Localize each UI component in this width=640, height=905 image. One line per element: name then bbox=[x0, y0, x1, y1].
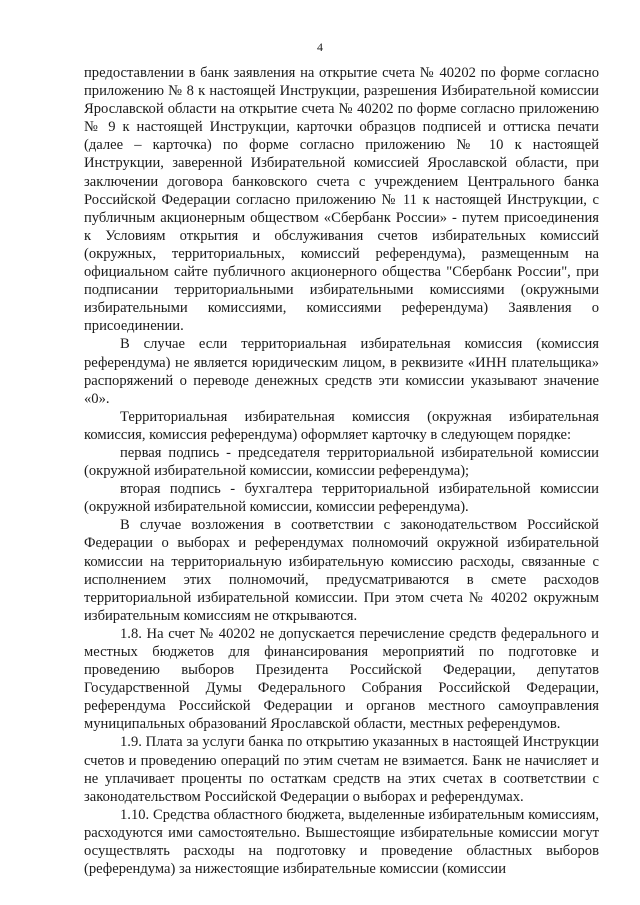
paragraph-card-order: Территориальная избирательная комиссия (окружная избирательная комиссия, комиссия референдума) оформляет карточку в следующем порядке: bbox=[84, 408, 599, 443]
paragraph-1-8: 1.8. На счет № 40202 не допускается перечисление средств федерального и местных бюджетов для финансирования мероприятий по подготовке и проведению выборов Президента Российской Федерации, депутатов Государственной Думы Федерального Собрания Российской Федерации, референдума Российской Федерации и органов местного самоуправления муниципальных образований Ярославской области, местных референдумов. bbox=[84, 625, 599, 733]
paragraph-second-signature: вторая подпись - бухгалтера территориальной избирательной комиссии (окружной избирательной комиссии, комиссии референдума). bbox=[84, 481, 599, 516]
paragraph-account-opening: предоставлении в банк заявления на открытие счета № 40202 по форме согласно приложению № 8 к настоящей Инструкции, разрешения Избирательной комиссии Ярославской области на открытие счета № 40202 по форме согласно приложению № 9 к настоящей Инструкции, карточки образцов подписей и оттиска печати (далее – карточка) по форме согласно приложению № 10 к настоящей Инструкции, заверенной Избирательной комиссией Ярославской области, при заключении договора банковского счета с учреждением Центрального банка Российской Федерации согласно приложению № 11 к настоящей Инструкции, с публичным акционерным обществом «Сбербанк России» - путем присоединения к Условиям открытия и обслуживания счетов избирательных комиссий (окружных, территориальных, комиссий референдума), размещенным на официальном сайте публичного акционерного общества "Сбербанк России", при подписании территориальными избирательными комиссиями (окружными избирательными комиссиями, комиссиями референдума) Заявления о присоединении. bbox=[84, 65, 599, 335]
page-number: 4 bbox=[317, 40, 323, 54]
paragraph-first-signature: первая подпись - председателя территориальной избирательной комиссии (окружной избирательной комиссии, комиссии референдума); bbox=[84, 444, 599, 480]
paragraph-1-10: 1.10. Средства областного бюджета, выделенные избирательным комиссиям, расходуются ими самостоятельно. Вышестоящие избирательные комиссии могут осуществлять расходы на подготовку и проведение областных выборов (референдума) за нижестоящие избирательные комиссии (комиссии bbox=[84, 806, 599, 878]
paragraph-district-powers: В случае возложения в соответствии с законодательством Российской Федерации о выборах и референдумах полномочий окружной избирательной комиссии на территориальную избирательную комиссию расходы, связанные с исполнением этих полномочий, предусматриваются в смете расходов территориальной избирательной комиссии. При этом счета № 40202 окружным избирательным комиссиям не открываются. bbox=[84, 517, 599, 624]
paragraph-inn-zero: В случае если территориальная избирательная комиссия (комиссия референдума) не является юридическим лицом, в реквизите «ИНН плательщика» распоряжений о переводе денежных средств эти комиссии указывают значение «0». bbox=[84, 336, 599, 407]
document-body bbox=[84, 64, 599, 878]
paragraph-1-9: 1.9. Плата за услуги банка по открытию указанных в настоящей Инструкции счетов и проведению операций по этим счетам не взимается. Банк не начисляет и не уплачивает проценты по остаткам средств на этих счетах в соответствии с законодательством Российской Федерации о выборах и референдумах. bbox=[84, 734, 599, 805]
